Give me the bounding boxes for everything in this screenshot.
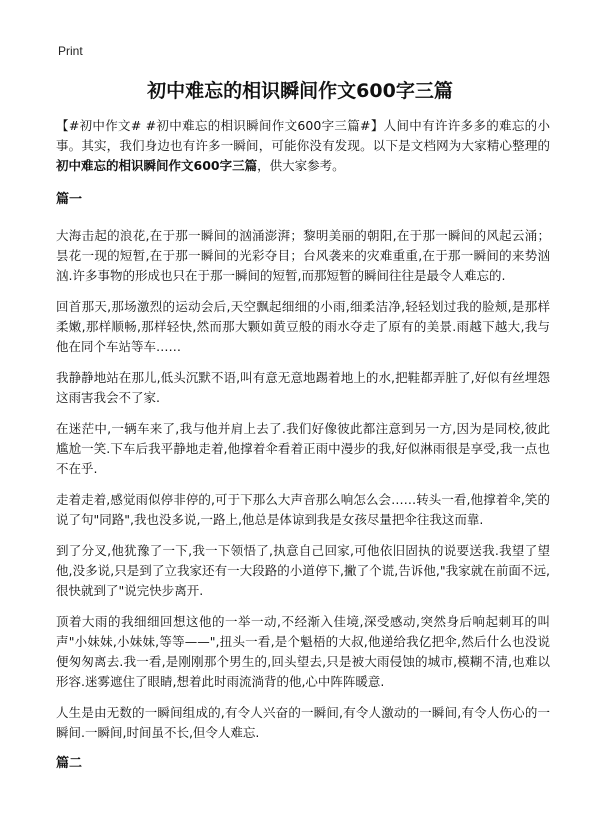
article-paragraph: 在迷茫中,一辆车来了,我与他并肩上去了.我们好像彼此都注意到另一方,因为是同校,彼此尴尬一笑.下车后我平静地走着,他撑着伞看着正雨中漫步的我,好似淋雨很是享受,我一点也不在乎. [56,421,550,476]
article-paragraph: 大海击起的浪花,在于那一瞬间的汹涌澎湃；黎明美丽的朝阳,在于那一瞬间的风起云涌；昙花一现的短暂,在于那一瞬间的光彩夺目；台风袭来的灾难重重,在于那一瞬间的来势汹汹.许多事物的形成也只在于那一瞬间的短暂,而那短暂的瞬间往往是最令人难忘的. [56,228,550,283]
intro-paragraph [56,116,550,176]
article-paragraph: 我静静地站在那儿,低头沉默不语,叫有意无意地踢着地上的水,把鞋都弄脏了,好似有丝埋怨这雨害我会不了家. [56,370,550,405]
article-body [56,116,550,790]
section-heading-2: 篇二 [56,756,83,771]
article-paragraph: 回首那天,那场激烈的运动会后,天空飘起细细的小雨,细柔洁净,轻轻划过我的脸颊,是那样柔嫩,那样顺畅,那样轻快,然而那大颗如黄豆般的雨水夺走了原有的美景.雨越下越大,我与他在同个车站等车…… [56,299,550,354]
intro-bold-title: 初中难忘的相识瞬间作文600字三篇 [56,158,258,173]
article-paragraph: 到了分叉,他犹豫了一下,我一下领悟了,执意自己回家,可他依旧固执的说要送我.我望了望他,没多说,只是到了立我家还有一大段路的小道停下,撇了个谎,告诉他,"我家就在前面不远,很快就到了"说完快步离开. [56,543,550,598]
intro-text: 人间中有许许多多的难忘的小事。其实，我们身边也有许多一瞬间，可能你没有发现。以下是文档网为大家精心整理的 [56,118,550,153]
intro-lead: 【#初中作文# #初中难忘的相识瞬间作文600字三篇#】 [56,118,384,133]
section-heading-1: 篇一 [56,192,83,207]
intro-closing: ，供大家参考。 [257,158,345,173]
article-paragraph: 走着走着,感觉雨似停非停的,可于下那么大声音那么响怎么会……转头一看,他撑着伞,笑的说了句"同路",我也没多说,一路上,他总是体谅到我是女孩尽量把伞往我这而靠. [56,492,550,527]
page-title: 初中难忘的相识瞬间作文600字三篇 [147,80,453,102]
article-paragraph: 人生是由无数的一瞬间组成的,有令人兴奋的一瞬间,有令人激动的一瞬间,有令人伤心的一瞬间.一瞬间,时间虽不长,但令人难忘. [56,705,550,740]
print-link[interactable]: Print [58,44,83,58]
article-paragraph: 顶着大雨的我细细回想这他的一举一动,不经渐入佳境,深受感动,突然身后响起刺耳的叫声"小妹妹,小妹妹,等等——",扭头一看,是个魁梧的大叔,他递给我亿把伞,然后什么也没说便匆匆离去.我一看,是刚刚那个男生的,回头望去,只是被大雨侵蚀的城市,模糊不清,也难以形容.迷雾遮住了眼睛,想着此时雨流淌背的他,心中阵阵暖意. [56,614,550,689]
